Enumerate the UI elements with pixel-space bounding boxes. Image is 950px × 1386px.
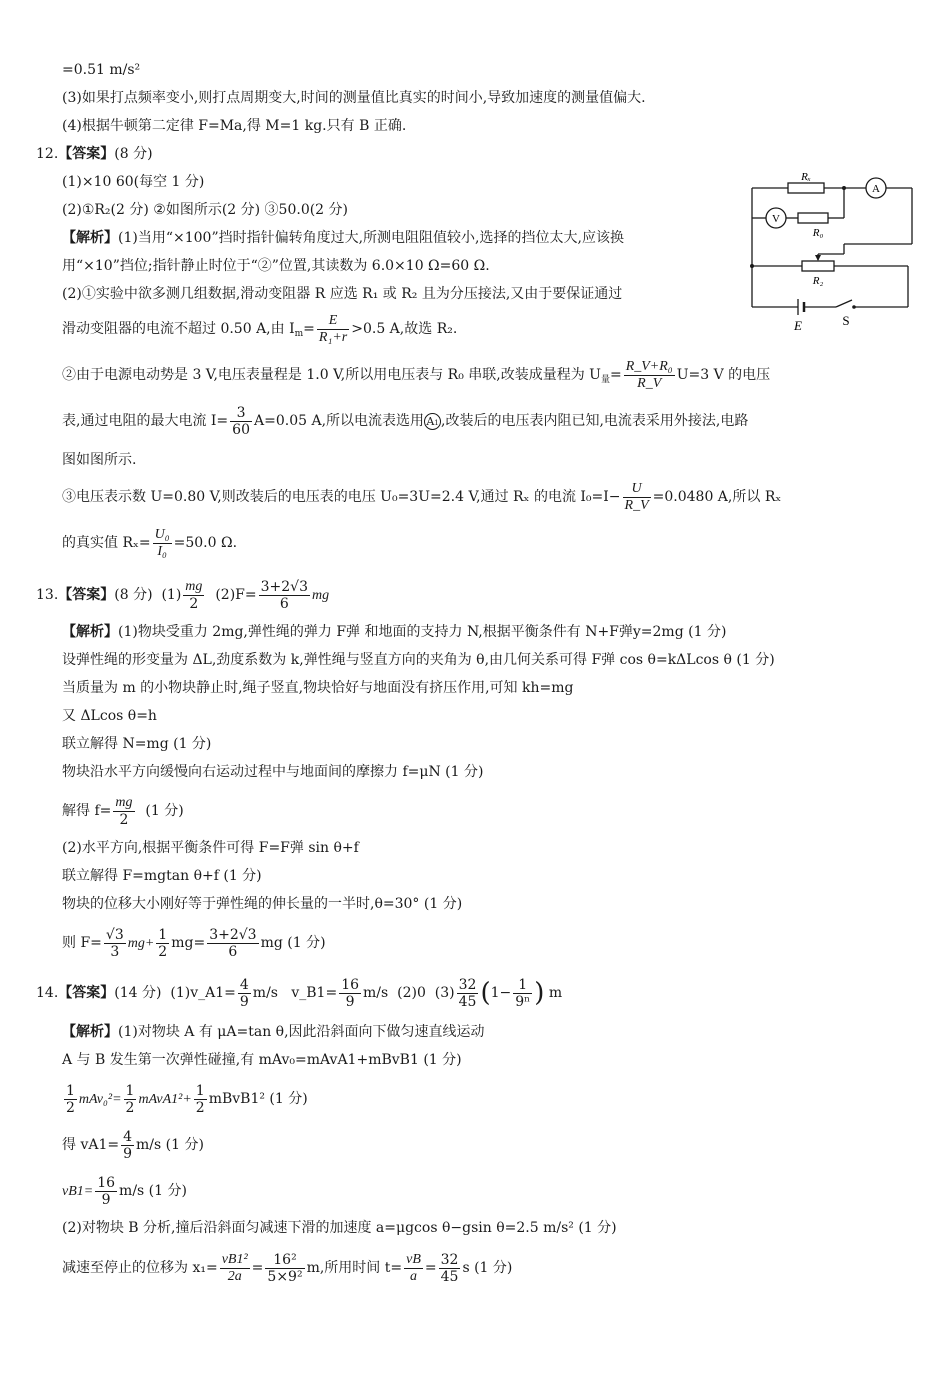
q12-score: (8 分) xyxy=(114,146,153,162)
q12-exp-3: (2)①实验中欲多测几组数据,滑动变阻器 R 应选 R₁ 或 R₂ 且为分压接法,又由于要保证通过 xyxy=(62,286,623,302)
q14-exp-2: A 与 B 发生第一次弹性碰撞,有 mAv₀=mAvA1+mBvB1 (1 分) xyxy=(62,1052,462,1068)
q12-frac-current: $\frac{E}{\text{R₁+r}}$ xyxy=(318,312,348,345)
q13-answer-heading: 13.【答案】(8 分) (1) $\frac{mg}{2}$ (2)F= $\frac{3+2√3}{6}$ mg xyxy=(36,578,330,612)
resistor-rx xyxy=(788,183,824,193)
label-v: V xyxy=(772,213,780,225)
q12-exp-4: 滑动变阻器的电流不超过 0.50 A,由 $I_m=$ $\frac{E}{\text{R₁+r}}$ >0.5 A,故选 R₂. xyxy=(62,312,458,345)
resistor-r2 xyxy=(802,261,834,271)
q12-frac-i0: $\frac{U}{R\_V}$ xyxy=(624,480,649,513)
q13-exp-10: 物块的位移大小刚好等于弹性绳的伸长量的一半时,θ=30° (1 分) xyxy=(62,896,463,912)
q12-exp-6: 表,通过电阻的最大电流 I= $\frac{3}{60}$ A=0.05 A,所以电流表选用 A1 ,改装后的电压表内阻已知,电流表采用外接法,电路 xyxy=(62,404,749,438)
resistor-r0 xyxy=(798,213,828,223)
circuit-diagram xyxy=(740,166,920,336)
ammeter-a1-symbol: A1 xyxy=(424,413,441,430)
q12-exp-1: 【解析】(1)当用“×100”挡时指针偏转角度过大,所测电阻阻值较小,选择的挡位太大,应该换 xyxy=(62,230,624,246)
q12-number: 12. xyxy=(36,146,59,162)
q12-answer-1: (1)×10 60(每空 1 分) xyxy=(62,174,205,190)
q13-exp-8: (2)水平方向,根据平衡条件可得 F=F弹 sin θ+f xyxy=(62,840,359,856)
label-r0: R₀ xyxy=(812,227,824,239)
q14-exp-3: $\frac{1}{2}$ mAv₀²= $\frac{1}{2}$ mAvA1²+ $\frac{1}{2}$ mBvB1² (1 分) xyxy=(66,1082,308,1116)
prev-line-1: =0.51 m/s² xyxy=(62,62,141,78)
q12-exp-7: 图如图所示. xyxy=(62,452,137,468)
q12-answer-heading xyxy=(36,144,153,164)
q12-exp-2: 用“×10”挡位;指针静止时位于“②”位置,其读数为 6.0×10 Ω=60 Ω. xyxy=(62,258,490,274)
q14-exp-1: 【解析】(1)对物块 A 有 μA=tan θ,因此沿斜面向下做匀速直线运动 xyxy=(62,1024,485,1040)
q14-exp-4: 得 vA1= $\frac{4}{9}$ m/s (1 分) xyxy=(62,1128,204,1162)
q14-answer-heading: 14.【答案】(14 分) (1)v_A1= $\frac{4}{9}$ m/s v_B1= $\frac{16}{9}$ m/s (2)0 (3) $\frac{32}{45}$ (1− $\frac{1}{\text{9ⁿ}}$ ) m xyxy=(36,976,563,1010)
q13-number: 13. xyxy=(36,587,59,603)
prev-line-3: (4)根据牛顿第二定律 F=Ma,得 M=1 kg.只有 B 正确. xyxy=(62,118,407,134)
q14-answer-tag: 【答案】 xyxy=(58,985,115,1001)
q13-exp-9: 联立解得 F=mgtan θ+f (1 分) xyxy=(62,868,262,884)
q14-exp-7: 减速至停止的位移为 x₁= $\frac{\text{vB1²}}{2a}$ = $\frac{\text{16²}}{\text{5×9²}}$ m,所用时间 t= $\frac{vB}{a}$ = $\frac{32}{45}$ s (1 分) xyxy=(62,1251,513,1285)
label-a: A xyxy=(872,183,880,195)
q12-frac-imax: $\frac{3}{60}$ xyxy=(232,404,250,438)
label-e: E xyxy=(794,318,802,333)
q13-exp-11: 则 F= $\frac{√3}{3}$ mg+ $\frac{1}{2}$ mg= $\frac{3+2√3}{6}$ mg (1 分) xyxy=(62,926,326,960)
q13-exp-tag: 【解析】 xyxy=(62,624,118,640)
q13-exp-1: 【解析】(1)物块受重力 2mg,弹性绳的弹力 F弹 和地面的支持力 N,根据平衡条件有 N+F弹y=2mg (1 分) xyxy=(62,624,727,640)
q12-exp-9: 的真实值 Rₓ= $\frac{\text{U₀}}{\text{I₀}}$ =50.0 Ω. xyxy=(62,526,238,559)
q13-exp-7: 解得 f= $\frac{mg}{2}$ (1 分) xyxy=(62,794,184,828)
q13-exp-4: 又 ΔLcos θ=h xyxy=(62,708,157,724)
prev-line-2: (3)如果打点频率变小,则打点周期变大,时间的测量值比真实的时间小,导致加速度的测量值偏大. xyxy=(62,90,646,106)
q12-exp-tag: 【解析】 xyxy=(62,230,118,246)
q14-number: 14. xyxy=(36,985,59,1001)
q13-exp-2: 设弹性绳的形变量为 ΔL,劲度系数为 k,弹性绳与竖直方向的夹角为 θ,由几何关系可得 F弹 cos θ=kΔLcos θ (1 分) xyxy=(62,652,775,668)
q14-exp-tag: 【解析】 xyxy=(62,1024,118,1040)
q14-exp-5: vB1= $\frac{16}{9}$ m/s (1 分) xyxy=(62,1174,187,1208)
q12-answer-2: (2)①R₂(2 分) ②如图所示(2 分) ③50.0(2 分) xyxy=(62,202,349,218)
q13-exp-3: 当质量为 m 的小物块静止时,绳子竖直,物块恰好与地面没有挤压作用,可知 kh=mg xyxy=(62,680,574,696)
q12-exp-8: ③电压表示数 U=0.80 V,则改装后的电压表的电压 U₀=3U=2.4 V,通过 Rₓ 的电流 I₀=I− $\frac{U}{R\_V}$ =0.0480 A,所以 Rₓ xyxy=(62,480,782,513)
label-r2: R₂ xyxy=(812,275,824,287)
label-rx: Rₓ xyxy=(801,171,811,183)
q14-exp-6: (2)对物块 B 分析,撞后沿斜面匀减速下滑的加速度 a=μgcos θ−gsin θ=2.5 m/s² (1 分) xyxy=(62,1220,617,1236)
q12-answer-tag: 【答案】 xyxy=(58,146,115,162)
q13-exp-6: 物块沿水平方向缓慢向右运动过程中与地面间的摩擦力 f=μN (1 分) xyxy=(62,764,484,780)
q13-answer-tag: 【答案】 xyxy=(58,587,115,603)
q12-exp-5: ②由于电源电动势是 3 V,电压表量程是 1.0 V,所以用电压表与 R₀ 串联,改装成量程为 $U_量=$ $\frac{\text{R\_V+R₀}}{R\_V}$ U=3 V 的电压 xyxy=(62,358,771,391)
q12-frac-range: $\frac{\text{R\_V+R₀}}{R\_V}$ xyxy=(625,358,673,391)
q12-frac-rx: $\frac{\text{U₀}}{\text{I₀}}$ xyxy=(154,526,170,559)
label-s: S xyxy=(842,313,850,328)
q13-exp-5: 联立解得 N=mg (1 分) xyxy=(62,736,212,752)
